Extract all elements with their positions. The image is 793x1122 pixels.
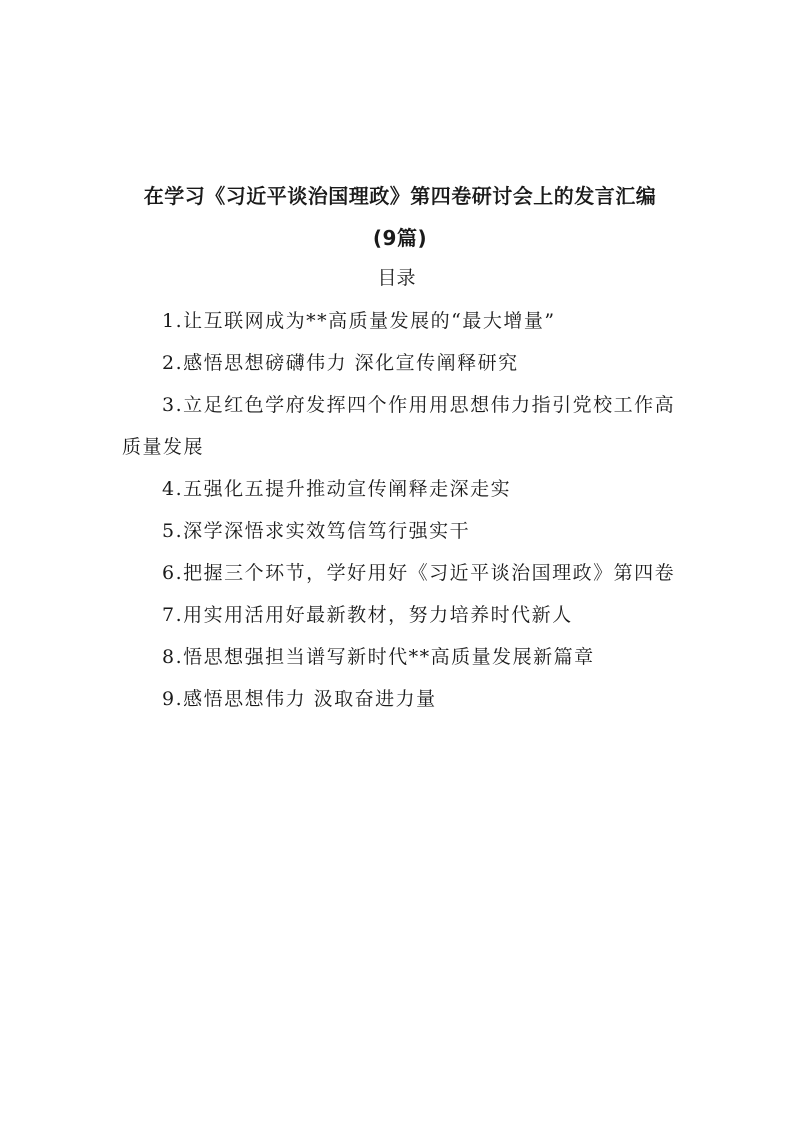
toc-item-3: 3.立足红色学府发挥四个作用用思想伟力指引党校工作高质量发展 bbox=[122, 394, 676, 458]
toc-item-4: 4.五强化五提升推动宣传阐释走深走实 bbox=[162, 478, 512, 500]
toc-item-1: 1.让互联网成为**高质量发展的“最大增量” bbox=[162, 310, 556, 332]
toc-item-5: 5.深学深悟求实效笃信笃行强实干 bbox=[162, 520, 471, 542]
table-of-contents bbox=[122, 300, 682, 720]
document-title: 在学习《习近平谈治国理政》第四卷研讨会上的发言汇编 bbox=[143, 184, 657, 208]
document-subtitle: (9篇) bbox=[372, 226, 428, 250]
toc-item-9: 9.感悟思想伟力 汲取奋进力量 bbox=[162, 688, 437, 710]
toc-item-2: 2.感悟思想磅礴伟力 深化宣传阐释研究 bbox=[162, 352, 519, 374]
toc-item-7: 7.用实用活用好最新教材，努力培养时代新人 bbox=[162, 604, 573, 626]
toc-heading: 目录 bbox=[377, 267, 416, 289]
toc-item-8: 8.悟思想强担当谱写新时代**高质量发展新篇章 bbox=[162, 646, 595, 668]
toc-item-6: 6.把握三个环节，学好用好《习近平谈治国理政》第四卷 bbox=[162, 562, 676, 584]
